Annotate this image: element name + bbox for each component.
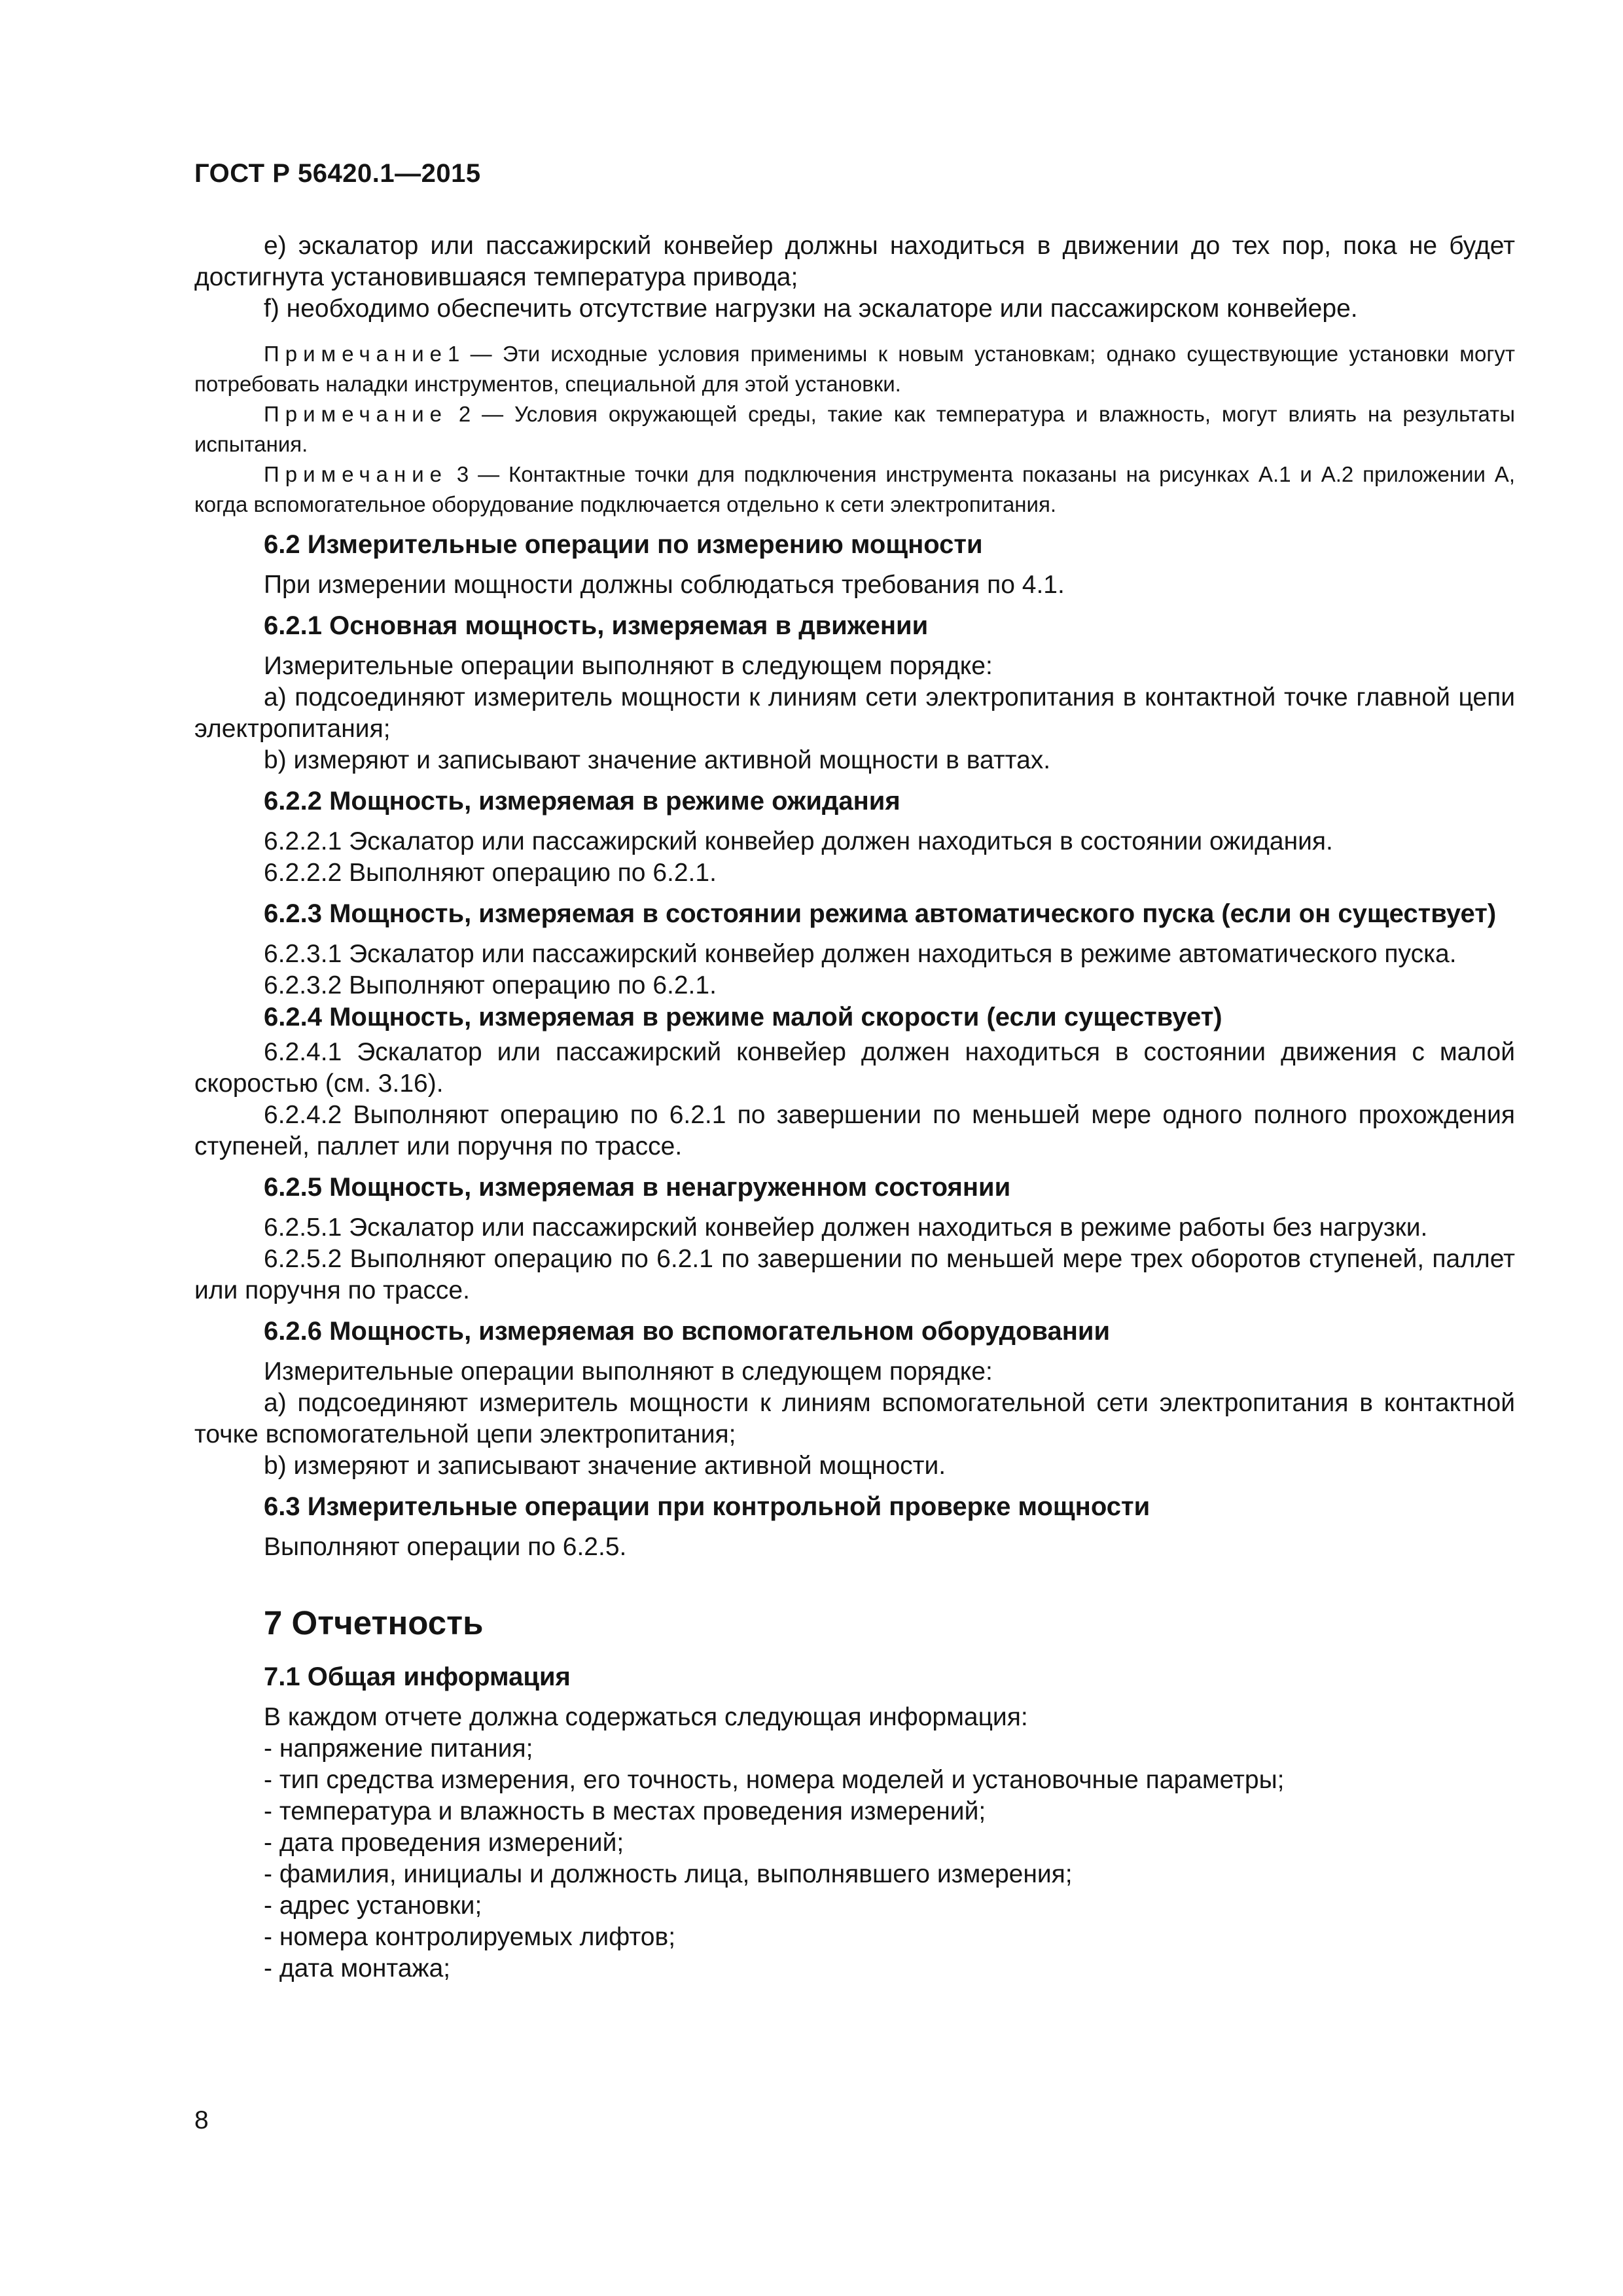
- document-body: [194, 230, 1515, 1984]
- note-label: Примечание: [264, 402, 448, 426]
- paragraph-6-2-4-2: 6.2.4.2 Выполняют операцию по 6.2.1 по завершении по меньшей мере одного полного прохождения ступеней, паллет или поручня по трассе.: [194, 1101, 1515, 1160]
- spacer: [194, 325, 1515, 339]
- note-text: — Эти исходные условия применимы к новым установкам; однако существующие установки могут потребовать наладки инструментов, специальной для этой установки.: [194, 342, 1515, 396]
- note-number: 1: [448, 342, 460, 366]
- paragraph-f: f) необходимо обеспечить отсутствие нагрузки на эскалаторе или пассажирском конвейере.: [264, 295, 1358, 323]
- heading-6-2-5: 6.2.5 Мощность, измеряемая в ненагруженном состоянии: [264, 1173, 1011, 1202]
- heading-6-2-3: 6.2.3 Мощность, измеряемая в состоянии режима автоматического пуска (если он существует): [264, 899, 1497, 928]
- paragraph-6-3: Выполняют операции по 6.2.5.: [264, 1533, 627, 1561]
- list-item-install-date: - дата монтажа;: [264, 1954, 451, 1982]
- paragraph-6-2-3-2: 6.2.3.2 Выполняют операцию по 6.2.1.: [264, 971, 717, 999]
- list-item-date: - дата проведения измерений;: [264, 1829, 624, 1857]
- heading-7: 7 Отчетность: [264, 1604, 484, 1641]
- list-item-lifts: - номера контролируемых лифтов;: [264, 1923, 676, 1951]
- paragraph-6-2-1-b: b) измеряют и записывают значение активной мощности в ваттах.: [264, 746, 1051, 774]
- list-item-temperature: - температура и влажность в местах проведения измерений;: [264, 1797, 986, 1825]
- note-2: [194, 399, 1515, 459]
- page-number: 8: [194, 2106, 209, 2134]
- paragraph-6-2-2-1: 6.2.2.1 Эскалатор или пассажирский конвейер должен находиться в состоянии ожидания.: [264, 827, 1333, 855]
- paragraph-6-2-3-1: 6.2.3.1 Эскалатор или пассажирский конвейер должен находиться в режиме автоматического пуска.: [264, 940, 1457, 968]
- heading-6-2-1: 6.2.1 Основная мощность, измеряемая в движении: [264, 611, 929, 640]
- paragraph-e: e) эскалатор или пассажирский конвейер должны находиться в движении до тех пор, пока не будет достигнута установившаяся температура привода;: [194, 232, 1515, 291]
- paragraph-6-2-2-2: 6.2.2.2 Выполняют операцию по 6.2.1.: [264, 859, 717, 887]
- paragraph-7-1: В каждом отчете должна содержаться следующая информация:: [264, 1703, 1028, 1731]
- note-text: — Контактные точки для подключения инструмента показаны на рисунках А.1 и А.2 приложении А, когда вспомогательное оборудование подключается отдельно к сети электропитания.: [194, 462, 1515, 516]
- note-label: Примечание: [264, 462, 448, 486]
- list-item-address: - адрес установки;: [264, 1892, 482, 1920]
- note-label: Примечание: [264, 342, 448, 366]
- paragraph-6-2-5-1: 6.2.5.1 Эскалатор или пассажирский конвейер должен находиться в режиме работы без нагрузки.: [264, 1213, 1428, 1242]
- paragraph-6-2-5-2: 6.2.5.2 Выполняют операцию по 6.2.1 по завершении по меньшей мере трех оборотов ступеней, паллет или поручня по трассе.: [194, 1245, 1515, 1304]
- heading-7-1: 7.1 Общая информация: [264, 1662, 571, 1691]
- paragraph-6-2-4-1: 6.2.4.1 Эскалатор или пассажирский конвейер должен находиться в состоянии движения с малой скоростью (см. 3.16).: [194, 1038, 1515, 1098]
- paragraph-6-2-6: Измерительные операции выполняют в следующем порядке:: [264, 1357, 993, 1386]
- paragraph-6-2-6-b: b) измеряют и записывают значение активной мощности.: [264, 1452, 946, 1480]
- note-1: [194, 339, 1515, 399]
- paragraph-6-2-1: Измерительные операции выполняют в следующем порядке:: [264, 652, 993, 680]
- paragraph-6-2-1-a: a) подсоединяют измеритель мощности к линиям сети электропитания в контактной точке главной цепи электропитания;: [194, 683, 1515, 743]
- heading-6-2-2: 6.2.2 Мощность, измеряемая в режиме ожидания: [264, 787, 901, 816]
- list-item-voltage: - напряжение питания;: [264, 1734, 533, 1763]
- note-number: 3: [448, 462, 469, 486]
- paragraph-6-2-6-a: a) подсоединяют измеритель мощности к линиям вспомогательной сети электропитания в контактной точке вспомогательной цепи электропитания;: [194, 1389, 1515, 1448]
- heading-6-2-4: 6.2.4 Мощность, измеряемая в режиме малой скорости (если существует): [264, 1003, 1222, 1031]
- heading-6-3: 6.3 Измерительные операции при контрольной проверке мощности: [264, 1492, 1150, 1521]
- heading-6-2: 6.2 Измерительные операции по измерению мощности: [264, 530, 983, 559]
- paragraph-6-2: При измерении мощности должны соблюдаться требования по 4.1.: [264, 571, 1065, 599]
- note-text: — Условия окружающей среды, такие как температура и влажность, могут влиять на результаты испытания.: [194, 402, 1515, 456]
- list-item-person: - фамилия, инициалы и должность лица, выполнявшего измерения;: [264, 1860, 1073, 1888]
- heading-6-2-6: 6.2.6 Мощность, измеряемая во вспомогательном оборудовании: [264, 1317, 1111, 1346]
- note-3: [194, 459, 1515, 520]
- note-number: 2: [448, 402, 471, 426]
- document-header: ГОСТ Р 56420.1—2015: [194, 159, 481, 188]
- list-item-instrument: - тип средства измерения, его точность, номера моделей и установочные параметры;: [264, 1766, 1285, 1794]
